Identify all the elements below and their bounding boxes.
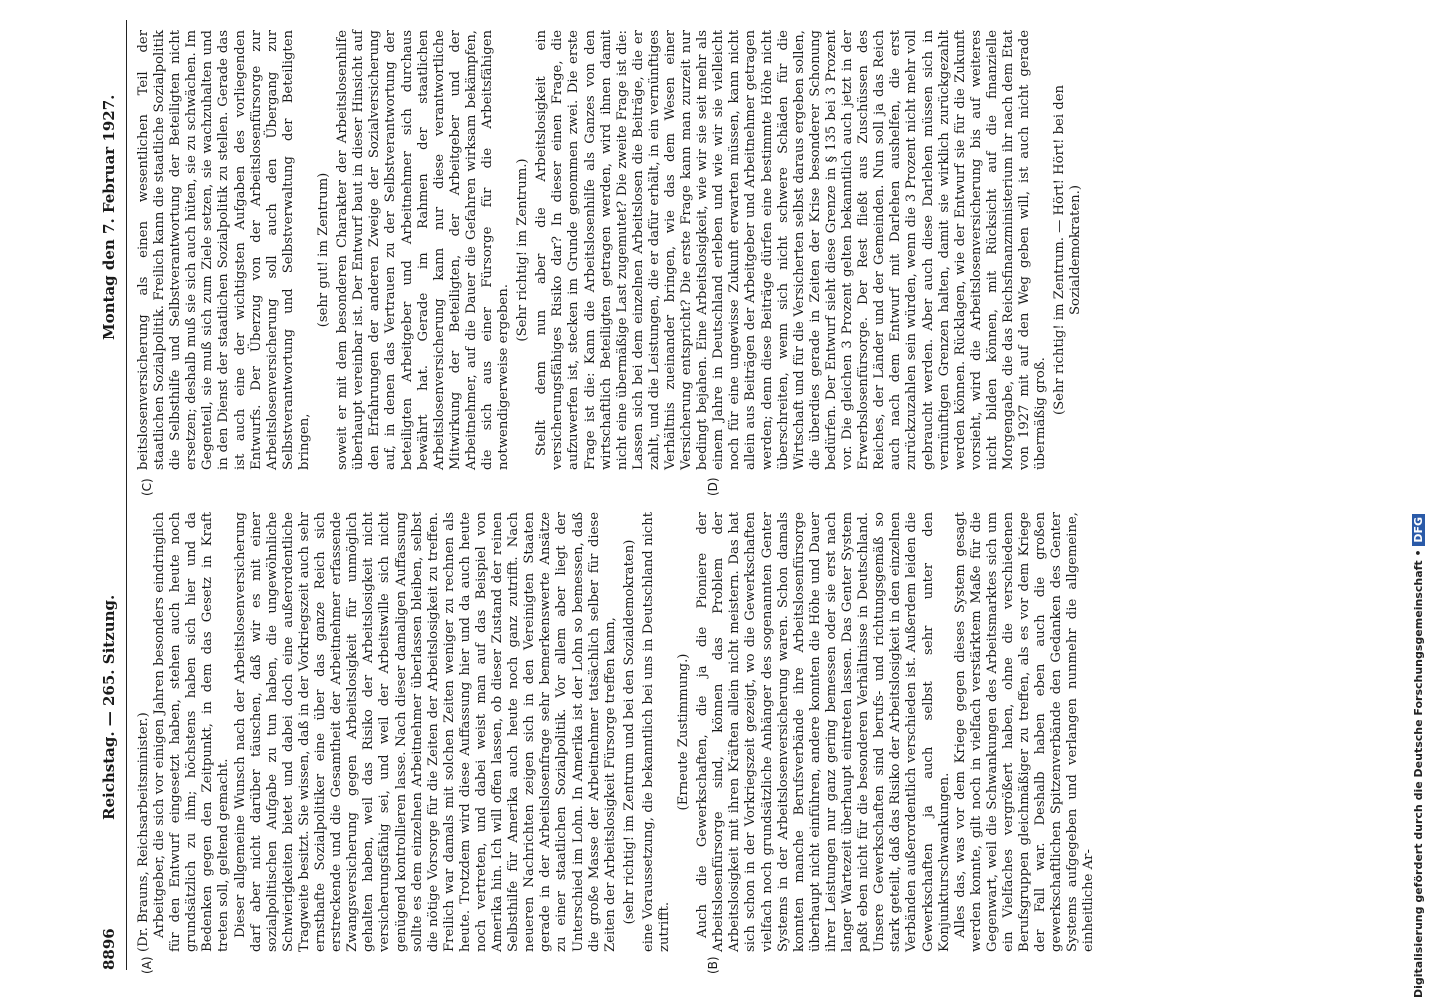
speaker-label: (Dr. Brauns, Reichsarbeitsminister.) bbox=[136, 712, 151, 952]
page-number: 8896 bbox=[100, 928, 118, 970]
column-letter-a: (A) bbox=[140, 956, 154, 974]
right-title: Montag den 7. Februar 1927. bbox=[100, 94, 118, 340]
interjection: (Sehr richtig! im Zentrum. — Hört! Hört! bei den Sozialdemokraten.) bbox=[1052, 84, 1084, 416]
paragraph: Arbeitgeber, die sich vor einigen Jahren besonders eindringlich für den Entwurf eingesetzt haben, stehen auch heute noch grundsätzlich zu ihm; höchstens haben sich hier und da Bedenken gegen den Zeitpunkt, in dem das Gesetz in Kraft treten soll, geltend gemacht. bbox=[152, 512, 232, 952]
left-section bbox=[136, 512, 1098, 952]
paragraph: Dieser allgemeine Wunsch nach der Arbeitslosenversicherung darf aber nicht darüber täuschen, daß wir es mit einer sozialpolitischen Aufgabe zu tun haben, die ungewöhnliche Schwierigkeiten bietet und dabei doch eine außerordentliche Tragweite besitzt. Sie wissen, daß in der Vorkriegszeit auch sehr ernsthafte Sozialpolitiker eine über das ganze Reich sich erstreckende und die Gesamtheit der Arbeitnehmer erfassende Zwangsversicherung gegen Arbeitslosigkeit für unmöglich gehalten haben, weil das Risiko der Arbeitslosigkeit nicht versicherungsfähig sei, und weil der Arbeitswille sich nicht genügend kontrollieren lasse. Nach dieser damaligen Auffassung sollte es dem einzelnen Arbeitnehmer überlassen bleiben, selbst die nötige Vorsorge für die Zeiten der Arbeitslosigkeit zu treffen. Freilich war damals mit solchen Zeiten weniger zu rechnen als heute. Trotzdem wird diese Auffassung hier und da auch heute noch vertreten, und dabei weist man auf das Beispiel von Amerika hin. Ich will offen lassen, ob dieser Zustand der reinen Selbsthilfe für Amerika auch heute noch ganz zutrifft. Nach neueren Nachrichten zeigen sich in den Vereinigten Staaten gerade in der Arbeitslosenfrage sehr bemerkenswerte Ansätze zu einer staatlichen Sozialpolitik. Vor allem aber liegt der Unterschied im Lohn. In Amerika ist der Lohn so bemessen, daß die große Masse der Arbeitnehmer tatsächlich selber für diese Zeiten der Arbeitslosigkeit Fürsorge treffen kann, bbox=[232, 512, 618, 952]
column-letter-d: (D) bbox=[706, 477, 720, 496]
left-title: Reichstag. — 265. Sitzung. bbox=[100, 594, 118, 820]
paragraph: Alles das, was vor dem Kriege gegen dieses System gesagt werden konnte, gilt noch in vielfach verstärktem Maße für die Gegenwart, weil die Schwankungen des Arbeitsmarktes sich um ein Vielfaches vergrößert haben, ohne die verschiedenen Berufsgruppen gleichmäßiger zu treffen, als es vor dem Kriege der Fall war. Deshalb haben eben auch die großen gewerkschaftlichen Spitzenverbände den Gedanken des Genter Systems aufgegeben und verlangen nunmehr die allgemeine, einheitliche Ar- bbox=[952, 512, 1097, 952]
interjection: (sehr richtig! im Zentrum und bei den Sozialdemokraten) bbox=[621, 539, 637, 925]
paragraph: beitslosenversicherung als einen wesentlichen Teil der staatlichen Sozialpolitik. Freilich kann die staatliche Sozialpolitik die Selbsthilfe und Selbstverantwortung der Beteiligten nicht ersetzen; deshalb muß sie sich auch hüten, sie zu schwächen. Im Gegenteil, sie muß sich zum Ziele setzen, sie wachzuhalten und in den Dienst der staatlichen Sozialpolitik zu stellen. Gerade das ist auch eine der wichtigsten Aufgaben des vorliegenden Entwurfs. Der Überzug von der Arbeitslosenfürsorge zur Arbeitslosenversicherung soll auch den Übergang zur Selbstverantwortung und Selbstverwaltung der Beteiligten bringen, bbox=[136, 30, 312, 470]
column-letter-c: (C) bbox=[140, 478, 154, 496]
page-header bbox=[100, 20, 127, 970]
paragraph: eine Voraussetzung, die bekanntlich bei uns in Deutschland nicht zutrifft. bbox=[640, 512, 672, 952]
digitization-credit bbox=[1412, 8, 1434, 998]
paragraph: Auch die Gewerkschaften, die ja die Pioniere der Arbeitslosenfürsorge sind, können das Problem der Arbeitslosigkeit mit ihren Kräften allein nicht meistern. Das hat sich schon in der Vorkriegszeit gezeigt, wo die Gewerkschaften vielfach noch grundsätzliche Anhänger des sogenannten Genter Systems in der Arbeitslosenversicherung waren. Schon damals konnten manche Berufsverbände ihre Arbeitslosenfürsorge überhaupt nicht einführen, andere konnten die Höhe und Dauer ihrer Leistungen nur ganz gering bemessen oder sie erst nach langer Wartezeit überhaupt eintreten lassen. Das Genter System paßt eben nicht für die besonderen Verhältnisse in Deutschland. Unsere Gewerkschaften sind berufs- und richtungsgemäß so stark geteilt, daß das Risiko der Arbeitslosigkeit in den einzelnen Verbänden außerordentlich verschieden ist. Außerdem leiden die Gewerkschaften ja auch selbst sehr unter den Konjunkturschwankungen. bbox=[695, 512, 952, 952]
column-letter-b: (B) bbox=[706, 956, 720, 974]
rotated-page-content bbox=[100, 20, 1420, 980]
interjection: (Sehr richtig! im Zentrum.) bbox=[515, 158, 531, 342]
right-section bbox=[136, 30, 1087, 470]
paragraph: soweit er mit dem besonderen Charakter der Arbeitslosenhilfe überhaupt vereinbar ist. Der Entwurf baut in dieser Hinsicht auf den Erfahrungen der anderen Zweige der Sozialversicherung auf, in denen das Vertrauen zu der Selbstverantwortung der beteiligten Arbeitgeber und Arbeitnehmer sich durchaus bewährt hat. Gerade im Rahmen der staatlichen Arbeitslosenversicherung kann nur diese verantwortliche Mitwirkung der Beteiligten, der Arbeitgeber und der Arbeitnehmer, auf die Dauer die Gefahren wirksam bekämpfen, die sich aus einer Fürsorge für die Arbeitsfähigen notwendigerweise ergeben. bbox=[335, 30, 512, 470]
interjection: (Erneute Zustimmung.) bbox=[676, 653, 692, 811]
paragraph: Stellt denn nun aber die Arbeitslosigkeit ein versicherungsfähiges Risiko dar? In dieser einen Frage, die aufzuwerfen ist, stecken im Grunde genommen zwei. Die erste Frage ist die: Kann die Arbeitslosenhilfe als Ganzes von den wirtschaftlich Beteiligten getragen werden, wird ihnen damit nicht eine übermäßige Last zugemutet? Die zweite Frage ist die: Lassen sich bei dem einzelnen Arbeitslosen die Beiträge, die er zahlt, und die Leistungen, die er dafür erhält, in ein vernünftiges Verhältnis zueinander bringen, wie das dem Wesen einer Versicherung entspricht? Die erste Frage kann man zurzeit nur bedingt bejahen. Eine Arbeitslosigkeit, wie wir sie seit mehr als einem Jahre in Deutschland erleben und wie wir sie vielleicht noch für eine ungewisse Zukunft erwarten müssen, kann nicht allein aus Beiträgen der Arbeitgeber und Arbeitnehmer getragen werden; denn diese Beiträge dürfen eine bestimmte Höhe nicht überschreiten, wenn sich nicht schwere Schäden für die Wirtschaft und für die Versicherten selbst daraus ergeben sollen, die überdies gerade in Zeiten der Krise besonderer Schonung bedürfen. Der Entwurf sieht diese Grenze in § 135 bei 3 Prozent vor. Die gleichen 3 Prozent gelten bekanntlich auch jetzt in der Erwerbslosenfürsorge. Der Rest fließt aus Zuschüssen des Reiches, der Länder und der Gemeinden. Nun soll ja das Reich auch nach dem Entwurf mit Darlehen aushelfen, die erst zurückzuzahlen sein würden, wenn die 3 Prozent nicht mehr voll gebraucht werden. Aber auch diese Darlehen müssen sich in vernünftigen Grenzen halten, damit sie wirklich zurückgezahlt werden können. Rücklagen, wie der Entwurf sie für die Zukunft vorsieht, wird die Arbeitslosenversicherung bis auf weiteres nicht bilden können, mit Rücksicht auf die finanzielle Morgengabe, die das Reichsfinanzministerium ihr nach dem Etat von 1927 mit auf den Weg geben will, ist auch nicht gerade übermäßig groß. bbox=[534, 30, 1049, 470]
interjection: (sehr gut! im Zentrum) bbox=[316, 172, 332, 328]
dfg-logo: DFG bbox=[1412, 514, 1425, 546]
credit-text: Digitalisierung gefördert durch die Deutsche Forschungsgemeinschaft • bbox=[1412, 549, 1425, 998]
